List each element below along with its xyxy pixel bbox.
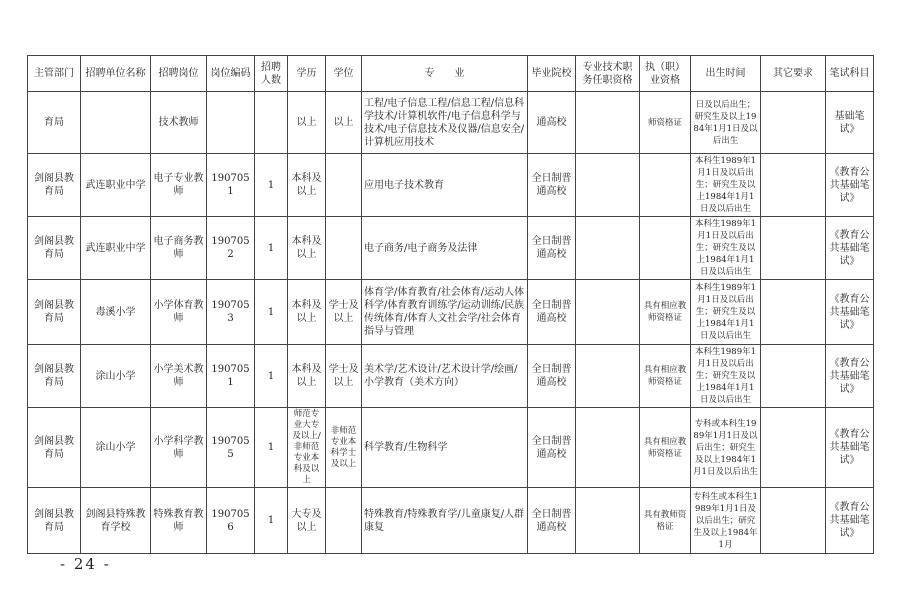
unit-cell: 剑阁县特殊教育学校 [81, 488, 151, 554]
header-birth: 出生时间 [691, 56, 761, 92]
title-qualification-cell [576, 408, 640, 488]
cert-cell [640, 154, 691, 217]
degree-cell: 学士及以上 [326, 345, 362, 408]
school-cell: 全日制普通高校 [528, 280, 576, 345]
header-dept: 主管部门 [28, 56, 81, 92]
table-body [28, 92, 874, 554]
birth-cell: 本科生1989年1月1日及以后出生；研究生及以上1984年1月1日及以后出生 [691, 280, 761, 345]
code-cell: 1907051 [207, 345, 255, 408]
birth-cell: 本科生1989年1月1日及以后出生；研究生及以上1984年1月1日及以后出生 [691, 217, 761, 280]
post-cell: 小学科学教师 [151, 408, 207, 488]
title-qualification-cell [576, 154, 640, 217]
table-row [28, 217, 874, 280]
table-row [28, 488, 874, 554]
other-cell [761, 154, 826, 217]
table-row [28, 154, 874, 217]
degree-cell [326, 217, 362, 280]
table-row [28, 345, 874, 408]
birth-cell: 专科或本科生1989年1月1日及以后出生；研究生及以上1984年1月1日及以后出生 [691, 408, 761, 488]
count-cell [255, 92, 288, 154]
code-cell: 1907051 [207, 154, 255, 217]
code-cell: 1907052 [207, 217, 255, 280]
dept-cell: 育局 [28, 92, 81, 154]
cert-cell [640, 217, 691, 280]
header-cert: 执（职）业资格 [640, 56, 691, 92]
birth-cell: 专科生或本科生1989年1月1日及以后出生；研究生及以上1984年1月 [691, 488, 761, 554]
school-cell: 全日制普通高校 [528, 408, 576, 488]
post-cell: 电子商务教师 [151, 217, 207, 280]
code-cell: 1907053 [207, 280, 255, 345]
unit-cell: 毒溪小学 [81, 280, 151, 345]
dept-cell: 剑阁县教育局 [28, 488, 81, 554]
header-other: 其它要求 [761, 56, 826, 92]
education-cell: 本科及以上 [288, 280, 326, 345]
title-qualification-cell [576, 280, 640, 345]
school-cell: 全日制普通高校 [528, 345, 576, 408]
header-code: 岗位编码 [207, 56, 255, 92]
unit-cell: 武连职业中学 [81, 154, 151, 217]
unit-cell: 涂山小学 [81, 408, 151, 488]
header-education: 学历 [288, 56, 326, 92]
unit-cell: 涂山小学 [81, 345, 151, 408]
cert-cell: 师资格证 [640, 92, 691, 154]
code-cell: 1907056 [207, 488, 255, 554]
major-cell: 美术学/艺术设计/艺术设计学/绘画/小学教育（美术方向） [362, 345, 528, 408]
education-cell: 大专及以上 [288, 488, 326, 554]
other-cell [761, 408, 826, 488]
count-cell: 1 [255, 408, 288, 488]
recruitment-table [27, 55, 874, 554]
count-cell: 1 [255, 217, 288, 280]
dept-cell: 剑阁县教育局 [28, 217, 81, 280]
dept-cell: 剑阁县教育局 [28, 280, 81, 345]
post-cell: 小学美术教师 [151, 345, 207, 408]
school-cell: 通高校 [528, 92, 576, 154]
education-cell: 本科及以上 [288, 154, 326, 217]
birth-cell: 日及以后出生；研究生及以上1984年1月1日及以后出生 [691, 92, 761, 154]
birth-cell: 本科生1989年1月1日及以后出生；研究生及以上1984年1月1日及以后出生 [691, 154, 761, 217]
cert-cell: 具有相应教师资格证 [640, 345, 691, 408]
major-cell: 工程/电子信息工程/信息工程/信息科学技术/计算机软件/电子信息科学与技术/电子信息技术及仪器/信息安全/计算机应用技术 [362, 92, 528, 154]
exam-cell: 《教育公共基础笔试》 [826, 488, 874, 554]
school-cell: 全日制普通高校 [528, 154, 576, 217]
dept-cell: 剑阁县教育局 [28, 154, 81, 217]
header-count: 招聘人数 [255, 56, 288, 92]
exam-cell: 《教育公共基础笔试》 [826, 217, 874, 280]
education-cell: 师范专业大专及以上/非师范专业本科及以上 [288, 408, 326, 488]
major-cell: 应用电子技术教育 [362, 154, 528, 217]
header-title-qualification: 专业技术职务任职资格 [576, 56, 640, 92]
header-degree: 学位 [326, 56, 362, 92]
cert-cell: 具有教师资格证 [640, 488, 691, 554]
exam-cell: 《教育公共基础笔试》 [826, 154, 874, 217]
code-cell: 1907055 [207, 408, 255, 488]
header-post: 招聘岗位 [151, 56, 207, 92]
header-exam: 笔试科目 [826, 56, 874, 92]
education-cell: 本科及以上 [288, 217, 326, 280]
header-unit: 招聘单位名称 [81, 56, 151, 92]
title-qualification-cell [576, 92, 640, 154]
title-qualification-cell [576, 488, 640, 554]
count-cell: 1 [255, 154, 288, 217]
table-row [28, 408, 874, 488]
exam-cell: 《教育公共基础笔试》 [826, 408, 874, 488]
education-cell: 以上 [288, 92, 326, 154]
major-cell: 电子商务/电子商务及法律 [362, 217, 528, 280]
count-cell: 1 [255, 488, 288, 554]
other-cell [761, 280, 826, 345]
cert-cell: 具有相应教师资格证 [640, 408, 691, 488]
major-cell: 科学教育/生物科学 [362, 408, 528, 488]
school-cell: 全日制普通高校 [528, 488, 576, 554]
header-school: 毕业院校 [528, 56, 576, 92]
unit-cell [81, 92, 151, 154]
header-major: 专 业 [362, 56, 528, 92]
count-cell: 1 [255, 280, 288, 345]
birth-cell: 本科生1989年1月1日及以后出生；研究生及以上1984年1月1日及以后出生 [691, 345, 761, 408]
title-qualification-cell [576, 345, 640, 408]
other-cell [761, 488, 826, 554]
post-cell: 技术教师 [151, 92, 207, 154]
other-cell [761, 92, 826, 154]
major-cell: 特殊教育/特殊教育学/儿童康复/人群康复 [362, 488, 528, 554]
education-cell: 本科及以上 [288, 345, 326, 408]
exam-cell: 基础笔试》 [826, 92, 874, 154]
dept-cell: 剑阁县教育局 [28, 345, 81, 408]
table-row [28, 92, 874, 154]
dept-cell: 剑阁县教育局 [28, 408, 81, 488]
degree-cell: 以上 [326, 92, 362, 154]
table-header-row [28, 56, 874, 92]
exam-cell: 《教育公共基础笔试》 [826, 345, 874, 408]
other-cell [761, 217, 826, 280]
page-number: - 24 - [60, 555, 111, 573]
unit-cell: 武连职业中学 [81, 217, 151, 280]
title-qualification-cell [576, 217, 640, 280]
major-cell: 体育学/体育教育/社会体育/运动人体科学/体育教育训练学/运动训练/民族传统体育/体育人文社会学/社会体育指导与管理 [362, 280, 528, 345]
post-cell: 小学体育教师 [151, 280, 207, 345]
code-cell [207, 92, 255, 154]
cert-cell: 具有相应教师资格证 [640, 280, 691, 345]
degree-cell: 学士及以上 [326, 280, 362, 345]
school-cell: 全日制普通高校 [528, 217, 576, 280]
exam-cell: 《教育公共基础笔试》 [826, 280, 874, 345]
degree-cell [326, 154, 362, 217]
post-cell: 电子专业教师 [151, 154, 207, 217]
degree-cell: 非师范专业本科学士及以上 [326, 408, 362, 488]
other-cell [761, 345, 826, 408]
table-row [28, 280, 874, 345]
recruitment-table-sheet [27, 55, 873, 554]
count-cell: 1 [255, 345, 288, 408]
post-cell: 特殊教育教师 [151, 488, 207, 554]
degree-cell [326, 488, 362, 554]
